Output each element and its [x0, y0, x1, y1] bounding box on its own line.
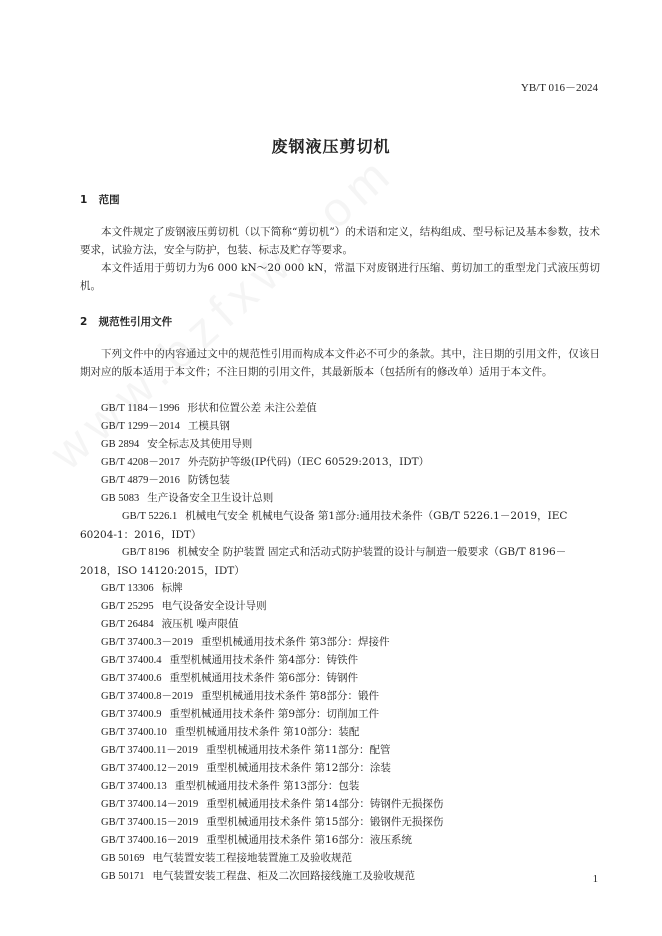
reference-item: GB 50169 电气装置安装工程接地装置施工及验收规范: [101, 852, 352, 864]
reference-item: GB/T 37400.14－2019 重型机械通用技术条件 第14部分：铸钢件无损探伤: [101, 798, 444, 810]
section-1-title: 范围: [98, 194, 120, 206]
standard-number: YB/T 016－2024: [520, 82, 598, 94]
document-title: 废钢液压剪切机: [271, 137, 391, 156]
reference-item: GB/T 37400.6 重型机械通用技术条件 第6部分：铸钢件: [101, 672, 359, 684]
reference-item: GB/T 13306 标牌: [101, 582, 183, 594]
reference-item: GB/T 37400.11－2019 重型机械通用技术条件 第11部分：配管: [101, 744, 391, 756]
reference-item: GB/T 25295 电气设备安全设计导则: [101, 600, 267, 612]
reference-item: GB 50171 电气装置安装工程盘、柜及二次回路接线施工及验收规范: [101, 870, 415, 882]
section-1-heading: [80, 192, 120, 207]
reference-item: GB/T 37400.15－2019 重型机械通用技术条件 第15部分：锻钢件无损探伤: [101, 816, 444, 828]
reference-item: GB/T 8196 机械安全 防护装置 固定式和活动式防护装置的设计与制造一般要求（GB/T 8196－2018，ISO 14120:2015，IDT）: [80, 546, 567, 577]
reference-item: GB/T 37400.8－2019 重型机械通用技术条件 第8部分：锻件: [101, 690, 380, 702]
reference-item: GB/T 37400.10 重型机械通用技术条件 第10部分：装配: [101, 726, 360, 738]
reference-item: GB/T 5226.1 机械电气安全 机械电气设备 第1部分:通用技术条件（GB/T 5226.1－2019，IEC 60204-1：2016，IDT）: [80, 510, 568, 541]
reference-item: GB/T 37400.9 重型机械通用技术条件 第9部分：切削加工件: [101, 708, 380, 720]
reference-item: GB 2894 安全标志及其使用导则: [101, 438, 253, 450]
reference-item: GB 5083 生产设备安全卫生设计总则: [101, 492, 274, 504]
section-2-title: 规范性引用文件: [98, 316, 173, 328]
scope-paragraph-2: 本文件适用于剪切力为6 000 kN～20 000 kN，常温下对废钢进行压缩、剪切加工的重型龙门式液压剪切机。: [80, 262, 600, 292]
section-1-number: 1: [80, 194, 88, 206]
scope-paragraph-1: 本文件规定了废钢液压剪切机（以下简称“剪切机”）的术语和定义，结构组成、型号标记及基本参数，技术要求，试验方法，安全与防护，包装、标志及贮存等要求。: [80, 226, 600, 256]
reference-item: GB/T 4208－2017 外壳防护等级(IP代码)（IEC 60529:2013，IDT）: [101, 456, 430, 468]
reference-item: GB/T 37400.16－2019 重型机械通用技术条件 第16部分：液压系统: [101, 834, 412, 846]
reference-item: GB/T 37400.3－2019 重型机械通用技术条件 第3部分：焊接件: [101, 636, 390, 648]
references-intro: 下列文件中的内容通过文中的规范性引用而构成本文件必不可少的条款。其中，注日期的引用文件，仅该日期对应的版本适用于本文件；不注日期的引用文件，其最新版本（包括所有的修改单）适用于本文件。: [80, 348, 600, 378]
reference-item: GB/T 1299－2014 工模具钢: [101, 420, 230, 432]
page-number: 1: [592, 874, 598, 885]
reference-item: GB/T 37400.12－2019 重型机械通用技术条件 第12部分：涂装: [101, 762, 391, 774]
reference-item: GB/T 4879－2016 防锈包装: [101, 474, 230, 486]
reference-item: GB/T 1184－1996 形状和位置公差 未注公差值: [101, 402, 317, 414]
reference-item: GB/T 37400.13 重型机械通用技术条件 第13部分：包装: [101, 780, 360, 792]
reference-item: GB/T 37400.4 重型机械通用技术条件 第4部分：铸铁件: [101, 654, 359, 666]
section-2-heading: [80, 314, 172, 329]
reference-item: GB/T 26484 液压机 噪声限值: [101, 618, 239, 630]
section-2-number: 2: [80, 316, 88, 328]
